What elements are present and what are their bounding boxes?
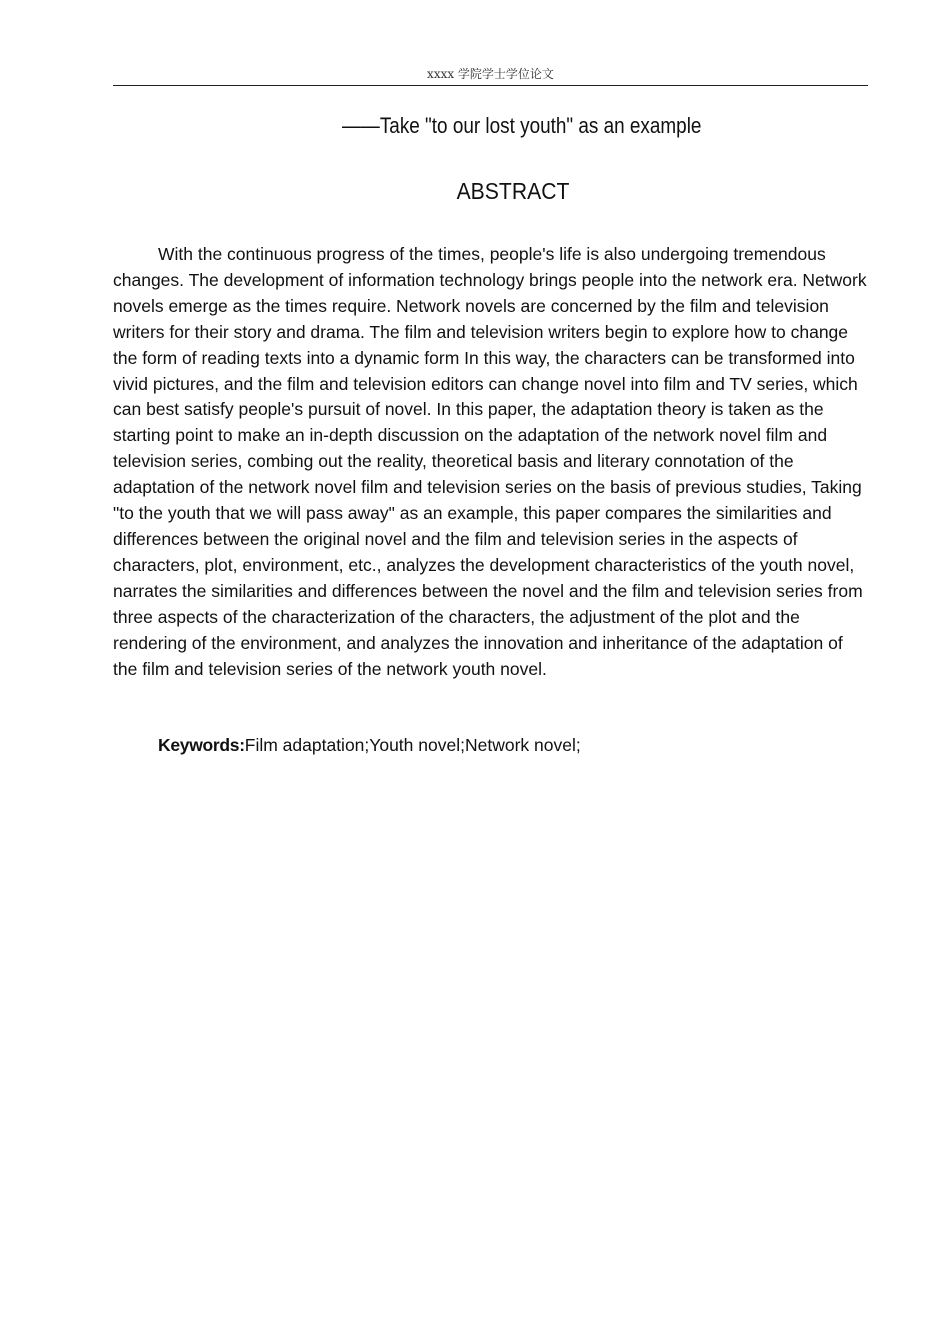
abstract-body: With the continuous progress of the times, people's life is also undergoing tremendous changes. The development of information technology brings people into the network era. Network novels emerge as the times require. Network novels are concerned by the film and television writers for their story and drama. The film and television writers begin to explore how to change the form of reading texts into a dynamic form In this way, the characters can be transformed into vivid pictures, and the film and television editors can change novel into film and TV series, which can best satisfy people's pursuit of novel. In this paper, the adaptation theory is taken as the starting point to make an in-depth discussion on the adaptation of the network novel film and television series, combing out the reality, theoretical basis and literary connotation of the adaptation of the network novel film and television series on the basis of previous studies, Taking "to the youth that we will pass away" as an example, this paper compares the similarities and differences between the original novel and the film and television series in the aspects of characters, plot, environment, etc., analyzes the development characteristics of the youth novel, narrates the similarities and differences between the novel and the film and television series from three aspects of the characterization of the characters, the adjustment of the plot and the rendering of the environment, and analyzes the innovation and inheritance of the adaptation of the film and television series of the network youth novel. — [113, 244, 867, 679]
page-header: xxxx 学院学士学位论文 — [427, 67, 554, 81]
thesis-subtitle: ——Take "to our lost youth" as an example — [342, 113, 702, 138]
abstract-heading: ABSTRACT — [456, 178, 570, 204]
keywords-line — [158, 733, 581, 759]
keywords-value: Film adaptation;Youth novel;Network novel; — [244, 735, 581, 755]
header-rule — [113, 85, 868, 86]
keywords-label: Keywords: — [158, 735, 245, 755]
